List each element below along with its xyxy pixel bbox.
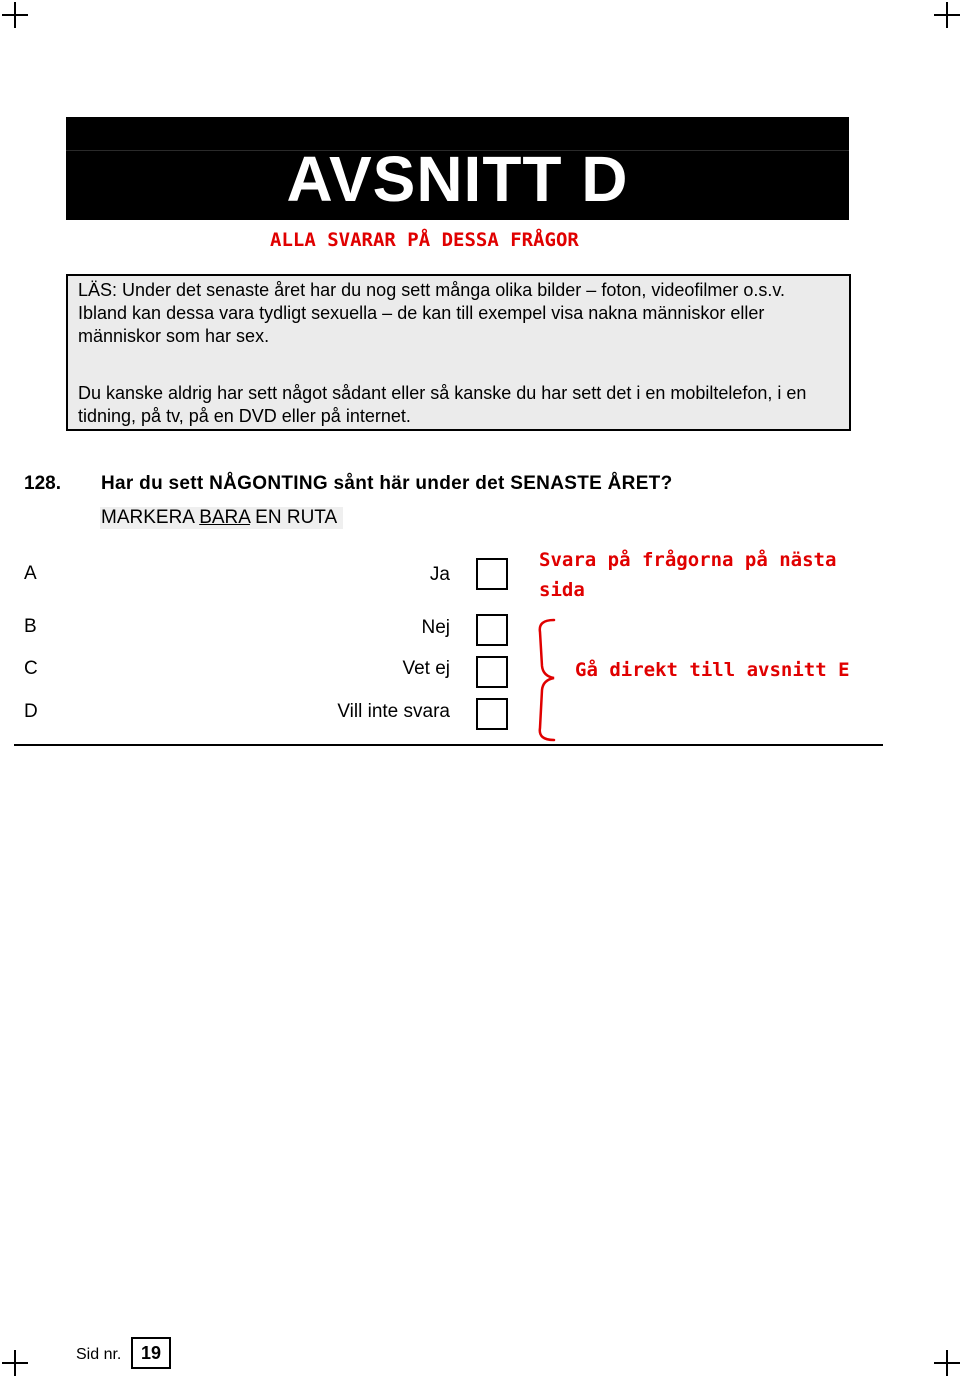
crop-mark-top-right [934,2,960,28]
page-number: 19 [131,1337,171,1369]
read-paragraph-1: LÄS: Under det senaste året har du nog sett många olika bilder – foton, videofilmer o.s.v. Ibland kan dessa vara tydligt sexuella – de kan till exempel visa nakna människor eller människor som har sex. [78,280,786,346]
section-instruction: ALLA SVARAR PÅ DESSA FRÅGOR [270,229,579,251]
option-a-label: Ja [429,564,450,585]
option-c-letter: C [24,658,38,679]
read-paragraph-2: Du kanske aldrig har sett något sådant eller så kanske du har sett det i en mobiltelefon, i en tidning, på tv, på en DVD eller på internet. [78,383,807,426]
section-title: AVSNITT D [286,143,629,215]
section-banner [66,117,849,220]
section-divider [14,744,883,746]
option-b-letter: B [24,616,37,637]
question-text: Har du sett NÅGONTING sånt här under det SENASTE ÅRET? [101,473,673,494]
page-number-label: Sid nr. [76,1346,122,1363]
routing-brace-icon [534,618,564,744]
crop-mark-bottom-left [2,1350,28,1376]
instruction-prefix: MARKERA [101,507,200,528]
option-a-letter: A [24,563,37,584]
instruction-suffix: EN RUTA [249,507,338,528]
note-yes-routing: Svara på frågorna på nästa sida [539,549,837,601]
note-skip-routing: Gå direkt till avsnitt E [575,659,850,681]
instruction-emphasis: BARA [199,507,250,528]
option-c-checkbox[interactable] [476,656,508,688]
option-b-label: Nej [421,617,450,638]
option-c-label: Vet ej [402,658,450,679]
option-d-label: Vill inte svara [337,701,450,722]
read-aloud-box [66,274,851,431]
option-d-checkbox[interactable] [476,698,508,730]
question-instruction [100,507,343,529]
option-d-letter: D [24,701,38,722]
option-a-checkbox[interactable] [476,558,508,590]
option-b-checkbox[interactable] [476,614,508,646]
question-number: 128. [24,473,61,494]
crop-mark-top-left [2,2,28,28]
crop-mark-bottom-right [934,1350,960,1376]
